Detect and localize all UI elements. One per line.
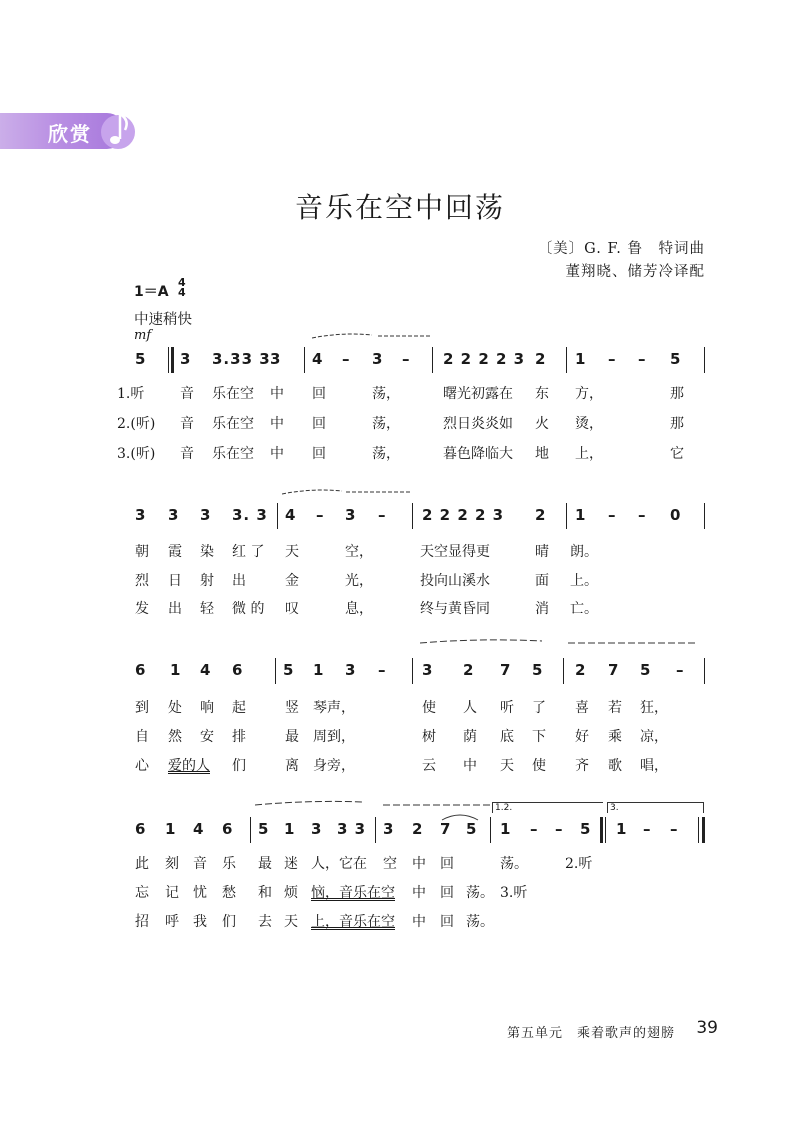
- lyrics-row-1-verse-2: 2.(听) 音 乐在空 中 回 荡， 烈日炎炎如 火 烫， 那: [117, 416, 684, 432]
- slur-dashes: [255, 800, 495, 810]
- composer-credit: 〔美〕G. F. 鲁 特词曲: [537, 241, 705, 257]
- lyrics-row-4-verse-2: 忘 记 忧 愁 和 烦 恼，音乐在空 中 回 荡。 3.听: [135, 885, 528, 901]
- notation-row-3: 6 1 4 6 5 1 3 – 3 2 7 5 2 7 5 –: [135, 661, 685, 679]
- key-signature: 1＝A: [134, 284, 169, 300]
- lyrics-row-2-verse-2: 烈 日 射 出 金 光， 投向山溪水 面 上。: [135, 573, 598, 589]
- lyrics-row-3-verse-3: 心 爱的人 们 离 身旁， 云 中 天 使 齐 歌 唱，: [135, 758, 668, 774]
- notation-row-2: 3 3 3 3. 3 4 – 3 – 2 2 2 2 3 2 1 – – 0: [135, 506, 682, 524]
- notation-row-4: 6 1 4 6 5 1 3 3 3 3 2 7 5 1 – – 5 1 – –: [135, 820, 679, 838]
- music-note-icon: [98, 106, 138, 154]
- song-title: 音乐在空中回荡: [294, 191, 505, 224]
- section-label: 欣赏: [48, 122, 92, 146]
- lyrics-row-4-verse-3: 招 呼 我 们 去 天 上，音乐在空 中 回 荡。: [135, 914, 494, 930]
- tempo-marking: 中速稍快: [134, 312, 192, 328]
- lyrics-row-2-verse-3: 发 出 轻 微 的 叹 息， 终与黄昏同 消 亡。: [135, 601, 598, 617]
- lyrics-row-3-verse-1: 到 处 响 起 竖 琴声， 使 人 听 了 喜 若 狂，: [135, 700, 668, 716]
- unit-title: 第五单元 乘着歌声的翅膀: [506, 1026, 675, 1041]
- translator-credit: 董翔晓、储芳冷译配: [565, 264, 705, 280]
- dynamic-marking: mf: [134, 328, 152, 343]
- lyrics-row-3-verse-2: 自 然 安 排 最 周到， 树 荫 底 下 好 乘 凉，: [135, 729, 668, 745]
- notation-row-1: 5 3 3.33 3 3 4 – 3 – 2 2 2 2 3 2 1 – – 5: [135, 350, 682, 368]
- slur-dashes: [282, 488, 412, 498]
- time-signature: 4 4: [178, 276, 186, 299]
- slur-dashes: [312, 332, 432, 342]
- lyrics-row-4-verse-1: 此 刻 音 乐 最 迷 人，它在 空 中 回 荡。 2.听: [135, 856, 593, 872]
- volta-3: 3.: [607, 802, 704, 813]
- lyrics-row-2-verse-1: 朝 霞 染 红 了 天 空， 天空显得更 晴 朗。: [135, 544, 598, 560]
- lyrics-row-1-verse-3: 3.(听) 音 乐在空 中 回 荡， 暮色降临大 地 上， 它: [117, 446, 684, 462]
- volta-1-2: 1.2.: [492, 802, 603, 813]
- lyrics-row-1-verse-1: 1.听 音 乐在空 中 回 荡， 曙光初露在 东 方， 那: [117, 386, 684, 402]
- page-number: 39: [696, 1018, 718, 1038]
- slur-dashes: [420, 638, 700, 648]
